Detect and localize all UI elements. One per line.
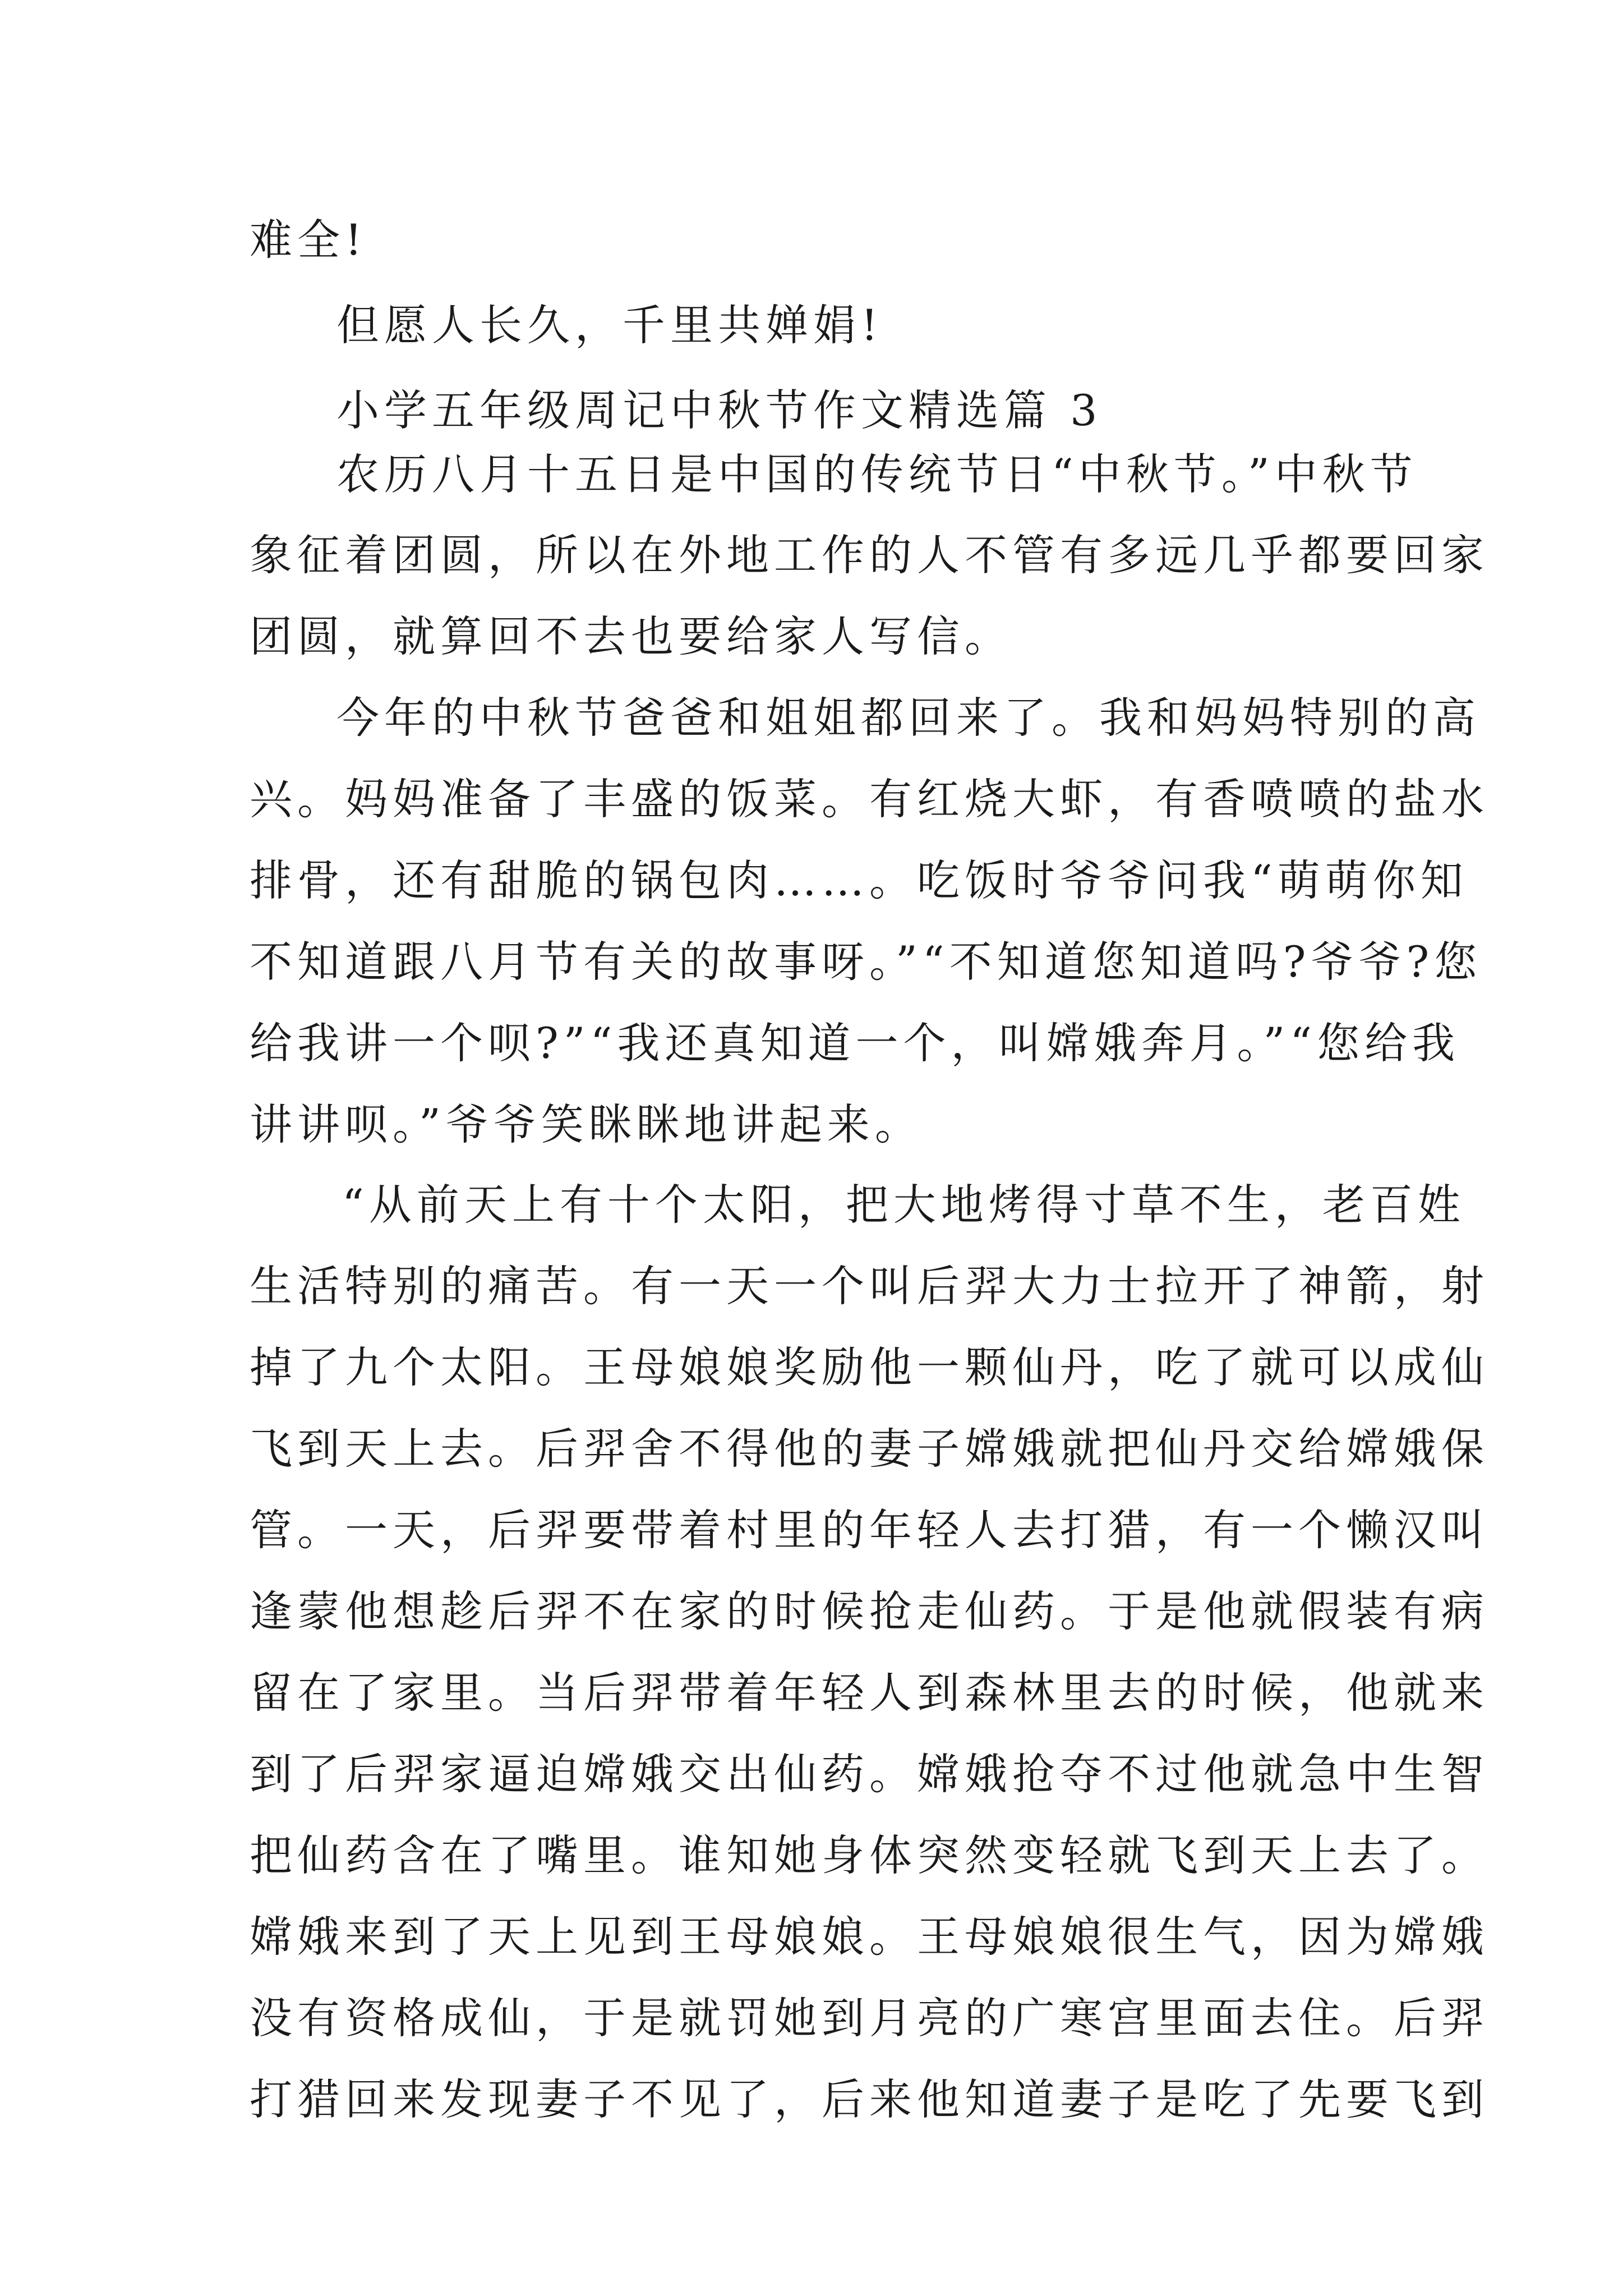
text-line: 农历八月十五日是中国的传统节日“中秋节。”中秋节 bbox=[336, 449, 1418, 499]
text-line: 飞到天上去。后羿舍不得他的妻子嫦娥就把仙丹交给嫦娥保 bbox=[250, 1424, 1489, 1474]
section-heading: 小学五年级周记中秋节作文精选篇 3 bbox=[336, 385, 1103, 435]
text-line: “从前天上有十个太阳，把大地烤得寸草不生，老百姓 bbox=[342, 1180, 1465, 1230]
text-line: 讲讲呗。”爷爷笑眯眯地讲起来。 bbox=[250, 1099, 923, 1149]
text-line: 留在了家里。当后羿带着年轻人到森林里去的时候，他就来 bbox=[250, 1668, 1489, 1718]
text-line: 打猎回来发现妻子不见了，后来他知道妻子是吃了先要飞到 bbox=[250, 2074, 1489, 2124]
text-line: 生活特别的痛苦。有一天一个叫后羿大力士拉开了神箭，射 bbox=[250, 1261, 1489, 1311]
text-line: 管。一天，后羿要带着村里的年轻人去打猎，有一个懒汉叫 bbox=[250, 1505, 1489, 1555]
text-line: 团圆，就算回不去也要给家人写信。 bbox=[250, 611, 1012, 661]
text-line: 掉了九个太阳。王母娘娘奖励他一颗仙丹，吃了就可以成仙 bbox=[250, 1342, 1489, 1392]
text-line: 到了后羿家逼迫嫦娥交出仙药。嫦娥抢夺不过他就急中生智 bbox=[250, 1749, 1489, 1799]
text-line: 象征着团圆，所以在外地工作的人不管有多远几乎都要回家 bbox=[250, 530, 1489, 580]
text-line: 但愿人长久，千里共婵娟! bbox=[336, 300, 883, 350]
text-line: 把仙药含在了嘴里。谁知她身体突然变轻就飞到天上去了。 bbox=[250, 1830, 1489, 1880]
text-line: 没有资格成仙，于是就罚她到月亮的广寒宫里面去住。后羿 bbox=[250, 1993, 1489, 2043]
text-line: 给我讲一个呗?”“我还真知道一个，叫嫦娥奔月。”“您给我 bbox=[250, 1018, 1460, 1068]
text-line: 今年的中秋节爸爸和姐姐都回来了。我和妈妈特别的高 bbox=[336, 693, 1481, 743]
text-line: 嫦娥来到了天上见到王母娘娘。王母娘娘很生气，因为嫦娥 bbox=[250, 1912, 1489, 1962]
text-line: 兴。妈妈准备了丰盛的饭菜。有红烧大虾，有香喷喷的盐水 bbox=[250, 774, 1489, 824]
text-line: 不知道跟八月节有关的故事呀。”“不知道您知道吗?爷爷?您 bbox=[250, 937, 1482, 987]
text-line: 难全! bbox=[250, 215, 367, 265]
text-line: 逢蒙他想趁后羿不在家的时候抢走仙药。于是他就假装有病 bbox=[250, 1586, 1489, 1636]
text-line: 排骨，还有甜脆的锅包肉……。吃饭时爷爷问我“萌萌你知 bbox=[250, 855, 1468, 905]
